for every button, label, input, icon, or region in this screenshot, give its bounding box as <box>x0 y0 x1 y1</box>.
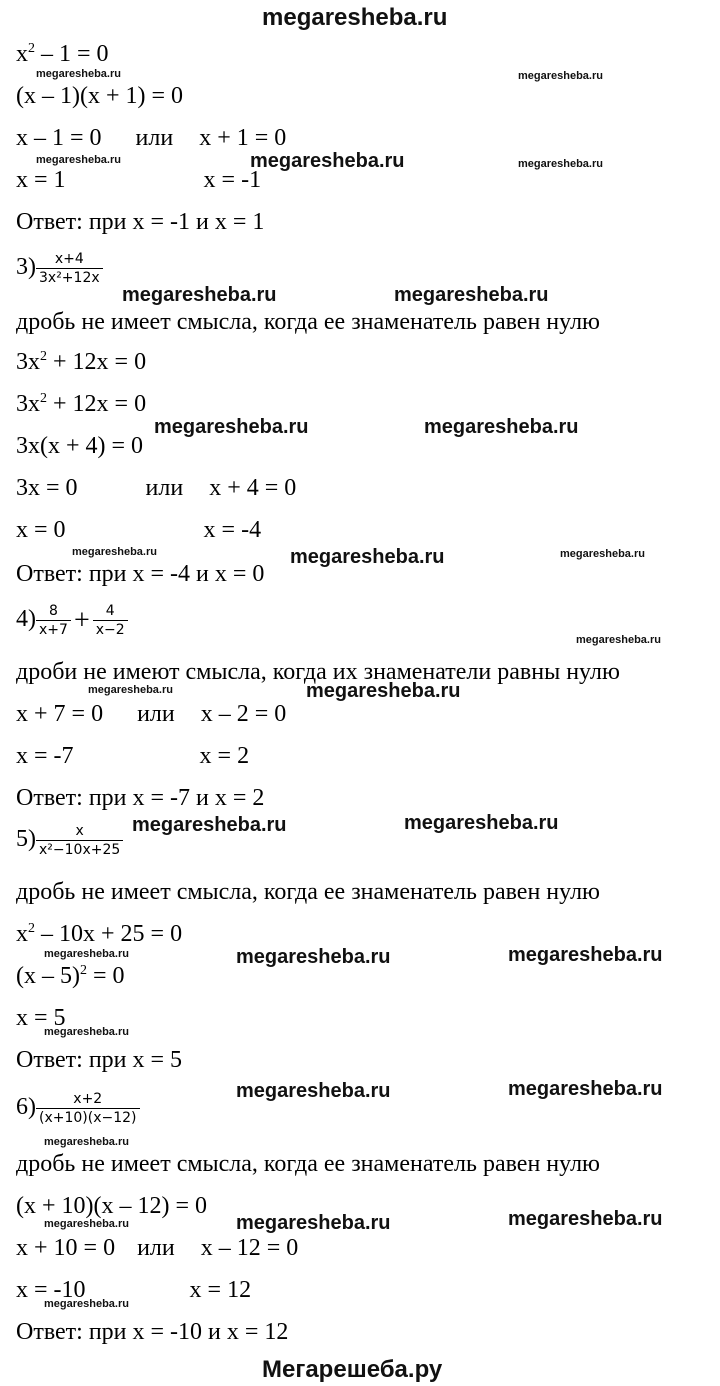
watermark: megaresheba.ru <box>404 812 559 834</box>
watermark: megaresheba.ru <box>518 158 603 170</box>
watermark: megaresheba.ru <box>250 150 405 172</box>
answer-line: Ответ: при x = 5 <box>16 1047 183 1073</box>
header-watermark: megaresheba.ru <box>262 4 448 31</box>
equation-line: x = -7 x = 2 <box>16 743 250 769</box>
fraction: $\frac{x+2}{(x+10)(x-12)}$ <box>36 1090 140 1127</box>
watermark: megaresheba.ru <box>290 546 445 568</box>
statement-line: дроби не имеют смысла, когда их знаменатели равны нулю <box>16 659 620 685</box>
watermark: megaresheba.ru <box>44 1026 129 1038</box>
footer-watermark: Мегарешеба.ру <box>262 1356 443 1383</box>
watermark: megaresheba.ru <box>72 546 157 558</box>
equation-line: 3x = 0 или x + 4 = 0 <box>16 475 297 501</box>
equation-line: (x – 5)$^2$ = 0 <box>16 963 125 989</box>
watermark: megaresheba.ru <box>508 1208 663 1230</box>
watermark: megaresheba.ru <box>576 634 661 646</box>
equation-line: 3x(x + 4) = 0 <box>16 433 144 459</box>
answer-line: Ответ: при x = -4 и x = 0 <box>16 561 265 587</box>
watermark: megaresheba.ru <box>236 946 391 968</box>
watermark: megaresheba.ru <box>44 1298 129 1310</box>
fraction: $\frac{x+4}{\text{3x²+12x}}$ <box>36 250 103 287</box>
answer-line: Ответ: при x = -10 и x = 12 <box>16 1319 289 1345</box>
equation-line: x + 7 = 0 или x – 2 = 0 <box>16 701 287 727</box>
watermark: megaresheba.ru <box>44 1136 129 1148</box>
watermark: megaresheba.ru <box>424 416 579 438</box>
watermark: megaresheba.ru <box>508 1078 663 1100</box>
equation-line: $x^2 - 10x + 25 = 0$ <box>16 921 183 947</box>
equation-line: $3x^2 + 12x = 0$ <box>16 349 147 375</box>
fraction: $\frac{8}{x+7}$ <box>36 602 71 639</box>
fraction: $\frac{4}{x-2}$ <box>93 602 128 639</box>
watermark: megaresheba.ru <box>36 68 121 80</box>
equation-line: x = 5 <box>16 1005 66 1031</box>
watermark: megaresheba.ru <box>88 684 173 696</box>
statement-line: дробь не имеет смысла, когда ее знаменатель равен нулю <box>16 879 600 905</box>
equation-line: $x^2 - 1 = 0$ <box>16 41 109 67</box>
equation-line: $3x^2 + 12x = 0$ <box>16 391 147 417</box>
problem-6-expression: 6) $\frac{x+2}{(x+10)(x-12)}$ <box>16 1090 140 1127</box>
statement-line: дробь не имеет смысла, когда ее знаменатель равен нулю <box>16 1151 600 1177</box>
problem-3-expression: 3) $\frac{x+4}{\text{3x²+12x}}$ <box>16 250 103 287</box>
statement-line: дробь не имеет смысла, когда ее знаменатель равен нулю <box>16 309 600 335</box>
equation-line: x = 0 x = -4 <box>16 517 262 543</box>
equation-line: x – 1 = 0 или x + 1 = 0 <box>16 125 287 151</box>
watermark: megaresheba.ru <box>306 680 461 702</box>
problem-4-expression: 4) $\frac{8}{x+7}$ + $\frac{4}{x-2}$ <box>16 602 128 639</box>
watermark: megaresheba.ru <box>154 416 309 438</box>
watermark: megaresheba.ru <box>44 948 129 960</box>
watermark: megaresheba.ru <box>394 284 549 306</box>
watermark: megaresheba.ru <box>560 548 645 560</box>
equation-line: (x + 10)(x – 12) = 0 <box>16 1193 208 1219</box>
fraction: $\frac{x}{\text{x²−10x+25}}$ <box>36 822 123 859</box>
watermark: megaresheba.ru <box>236 1212 391 1234</box>
equation-line: x = 1 x = -1 <box>16 167 262 193</box>
answer-line: Ответ: при x = -7 и x = 2 <box>16 785 265 811</box>
watermark: megaresheba.ru <box>508 944 663 966</box>
watermark: megaresheba.ru <box>36 154 121 166</box>
answer-line: Ответ: при x = -1 и x = 1 <box>16 209 265 235</box>
watermark: megaresheba.ru <box>132 814 287 836</box>
equation-line: x = -10 x = 12 <box>16 1277 252 1303</box>
watermark: megaresheba.ru <box>236 1080 391 1102</box>
watermark: megaresheba.ru <box>44 1218 129 1230</box>
equation-line: x + 10 = 0 или x – 12 = 0 <box>16 1235 299 1261</box>
watermark: megaresheba.ru <box>122 284 277 306</box>
equation-line: (x – 1)(x + 1) = 0 <box>16 83 184 109</box>
problem-5-expression: 5) $\frac{x}{\text{x²−10x+25}}$ <box>16 822 123 859</box>
watermark: megaresheba.ru <box>518 70 603 82</box>
